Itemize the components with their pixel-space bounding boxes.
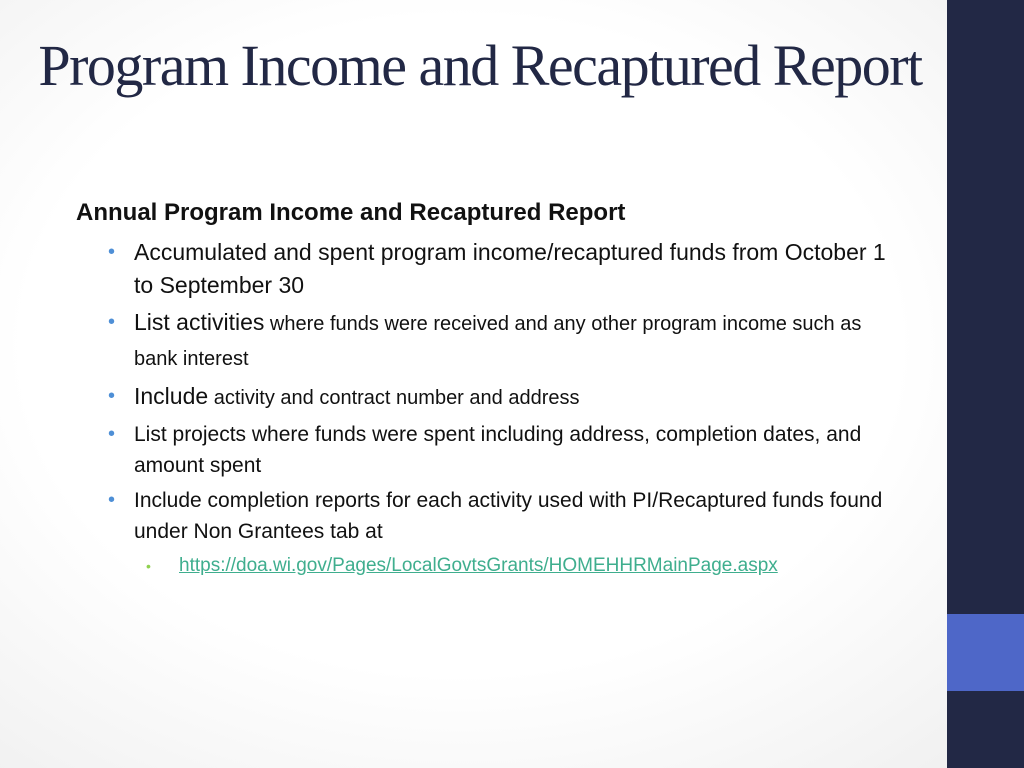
list-item: • Include activity and contract number and address [76, 380, 896, 415]
bullet-icon: • [108, 489, 116, 511]
bullet-list [76, 236, 896, 581]
slide-title: Program Income and Recaptured Report [38, 33, 922, 98]
accent-block [947, 614, 1024, 691]
list-item [76, 551, 896, 581]
list-item: • Include completion reports for each activity used with PI/Recaptured funds found under Non Grantees tab at [76, 485, 896, 547]
bullet-icon: • [146, 558, 151, 574]
bullet-icon: • [108, 241, 116, 263]
doa-link[interactable]: https://doa.wi.gov/Pages/LocalGovtsGrants/HOMEHHRMainPage.aspx [179, 555, 778, 576]
section-heading: Annual Program Income and Recaptured Report [76, 199, 626, 226]
bullet-icon: • [108, 385, 116, 407]
list-item: • Accumulated and spent program income/recaptured funds from October 1 to September 30 [76, 236, 896, 302]
decorative-sidebar [947, 0, 1024, 768]
list-item: • List activities where funds were received and any other program income such as bank interest [76, 306, 896, 376]
list-item: • List projects where funds were spent including address, completion dates, and amount spent [76, 419, 896, 481]
bullet-icon: • [108, 311, 116, 333]
bullet-icon: • [108, 423, 116, 445]
slide-content [76, 196, 896, 581]
